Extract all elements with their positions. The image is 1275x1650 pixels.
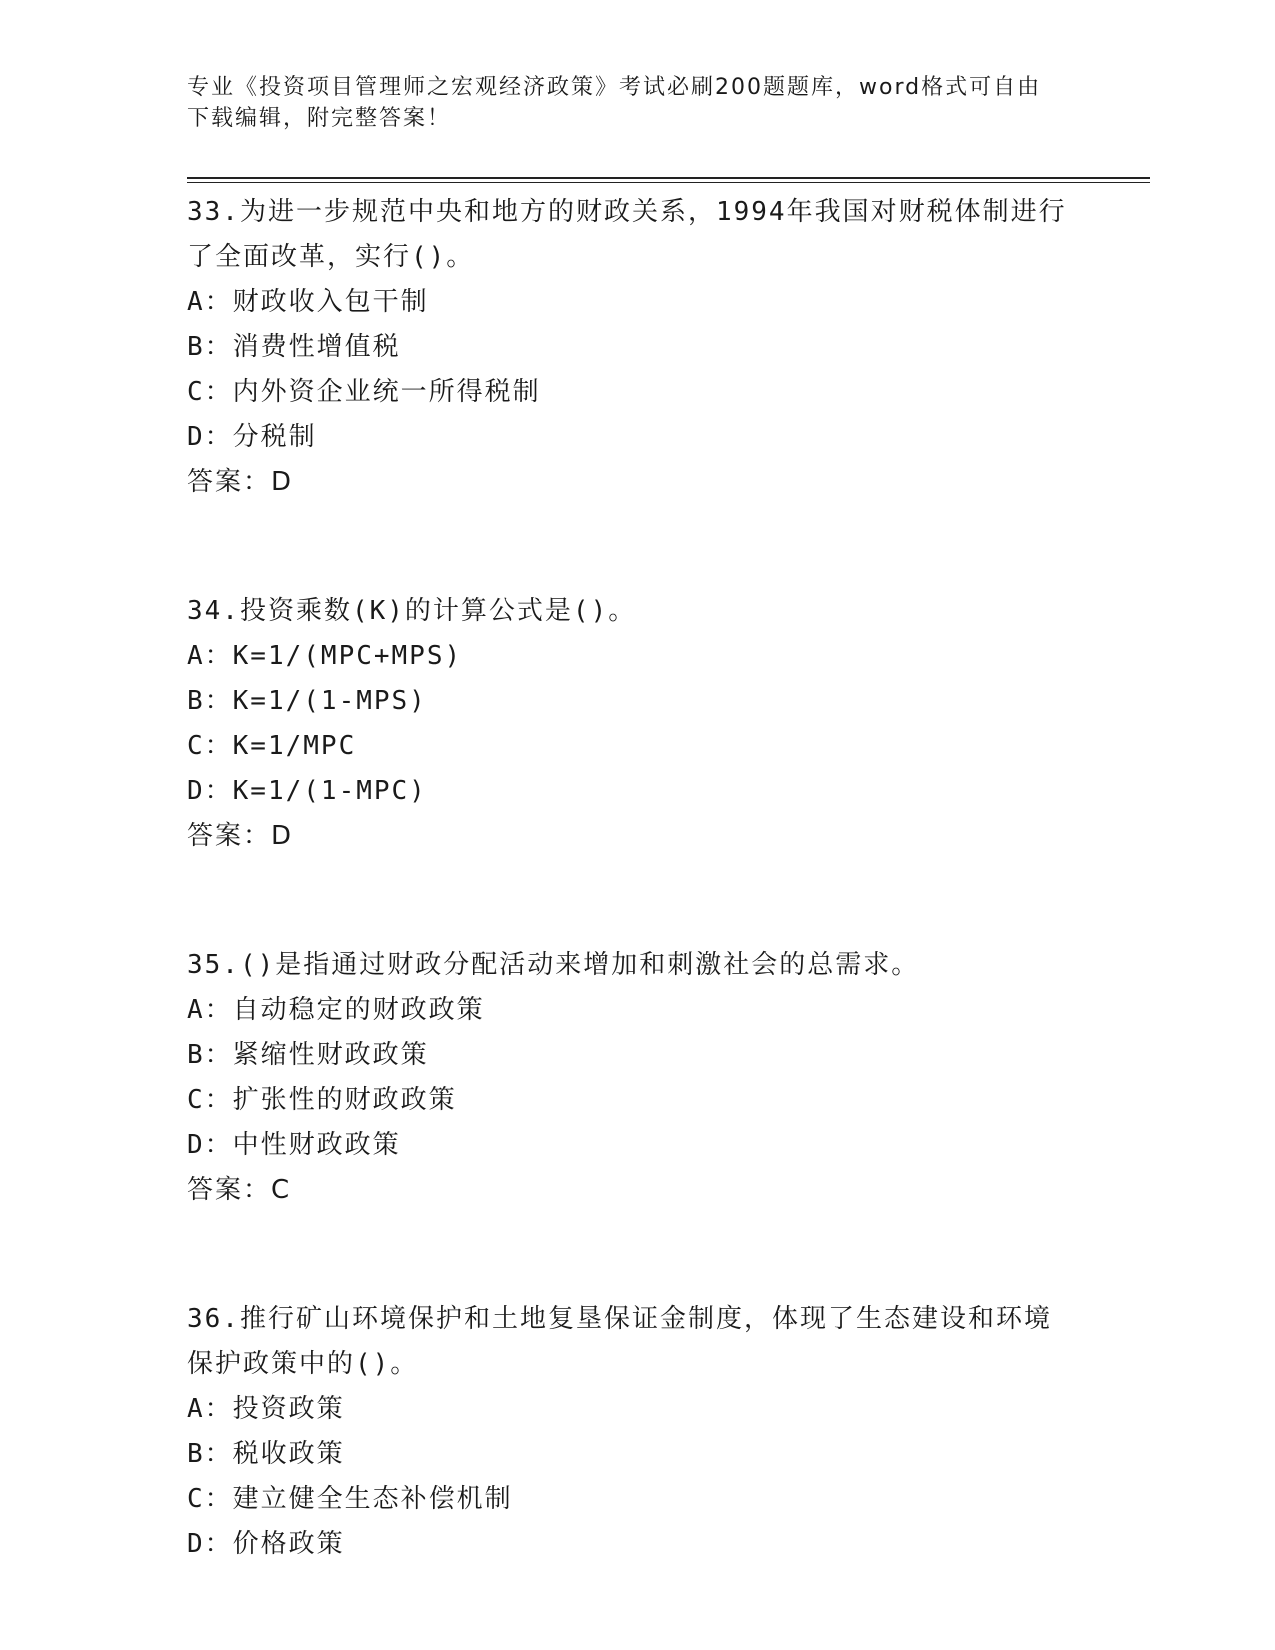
answer: 答案：D: [187, 821, 294, 851]
question-36: [187, 1297, 1087, 1567]
option-c: C：扩张性的财政政策: [187, 1085, 457, 1115]
option-b: B：紧缩性财政政策: [187, 1040, 429, 1070]
option-a: A：自动稳定的财政政策: [187, 995, 485, 1025]
question-stem: 34.投资乘数(K)的计算公式是()。: [187, 596, 637, 626]
answer: 答案：D: [187, 467, 294, 497]
option-a: A：K=1/(MPC+MPS): [187, 641, 463, 671]
question-stem: 了全面改革，实行()。: [187, 242, 475, 272]
question-35: [187, 943, 1087, 1213]
option-d: D：分税制: [187, 422, 317, 452]
option-c: C：内外资企业统一所得税制: [187, 377, 541, 407]
header-line-1: 专业《投资项目管理师之宏观经济政策》考试必刷200题题库，word格式可自由: [187, 75, 1042, 100]
header-divider: [187, 177, 1150, 179]
question-stem: 36.推行矿山环境保护和土地复垦保证金制度，体现了生态建设和环境: [187, 1304, 1052, 1334]
option-c: C：K=1/MPC: [187, 731, 357, 761]
question-stem: 35.()是指通过财政分配活动来增加和刺激社会的总需求。: [187, 950, 920, 980]
option-d: D：K=1/(1-MPC): [187, 776, 427, 806]
question-33: [187, 190, 1087, 505]
header-line-2: 下载编辑，附完整答案！: [187, 106, 452, 131]
option-c: C：建立健全生态补偿机制: [187, 1484, 513, 1514]
document-header: [187, 72, 1067, 134]
header-divider-thin: [187, 182, 1150, 183]
question-34: [187, 589, 1087, 859]
question-stem: 33.为进一步规范中央和地方的财政关系，1994年我国对财税体制进行: [187, 197, 1067, 227]
option-d: D：价格政策: [187, 1529, 345, 1559]
question-stem: 保护政策中的()。: [187, 1349, 419, 1379]
option-b: B：消费性增值税: [187, 332, 401, 362]
option-b: B：K=1/(1-MPS): [187, 686, 427, 716]
option-a: A：投资政策: [187, 1394, 345, 1424]
option-a: A：财政收入包干制: [187, 287, 429, 317]
option-d: D：中性财政政策: [187, 1130, 401, 1160]
option-b: B：税收政策: [187, 1439, 345, 1469]
question-list: [187, 190, 1087, 1567]
answer: 答案：C: [187, 1175, 292, 1205]
